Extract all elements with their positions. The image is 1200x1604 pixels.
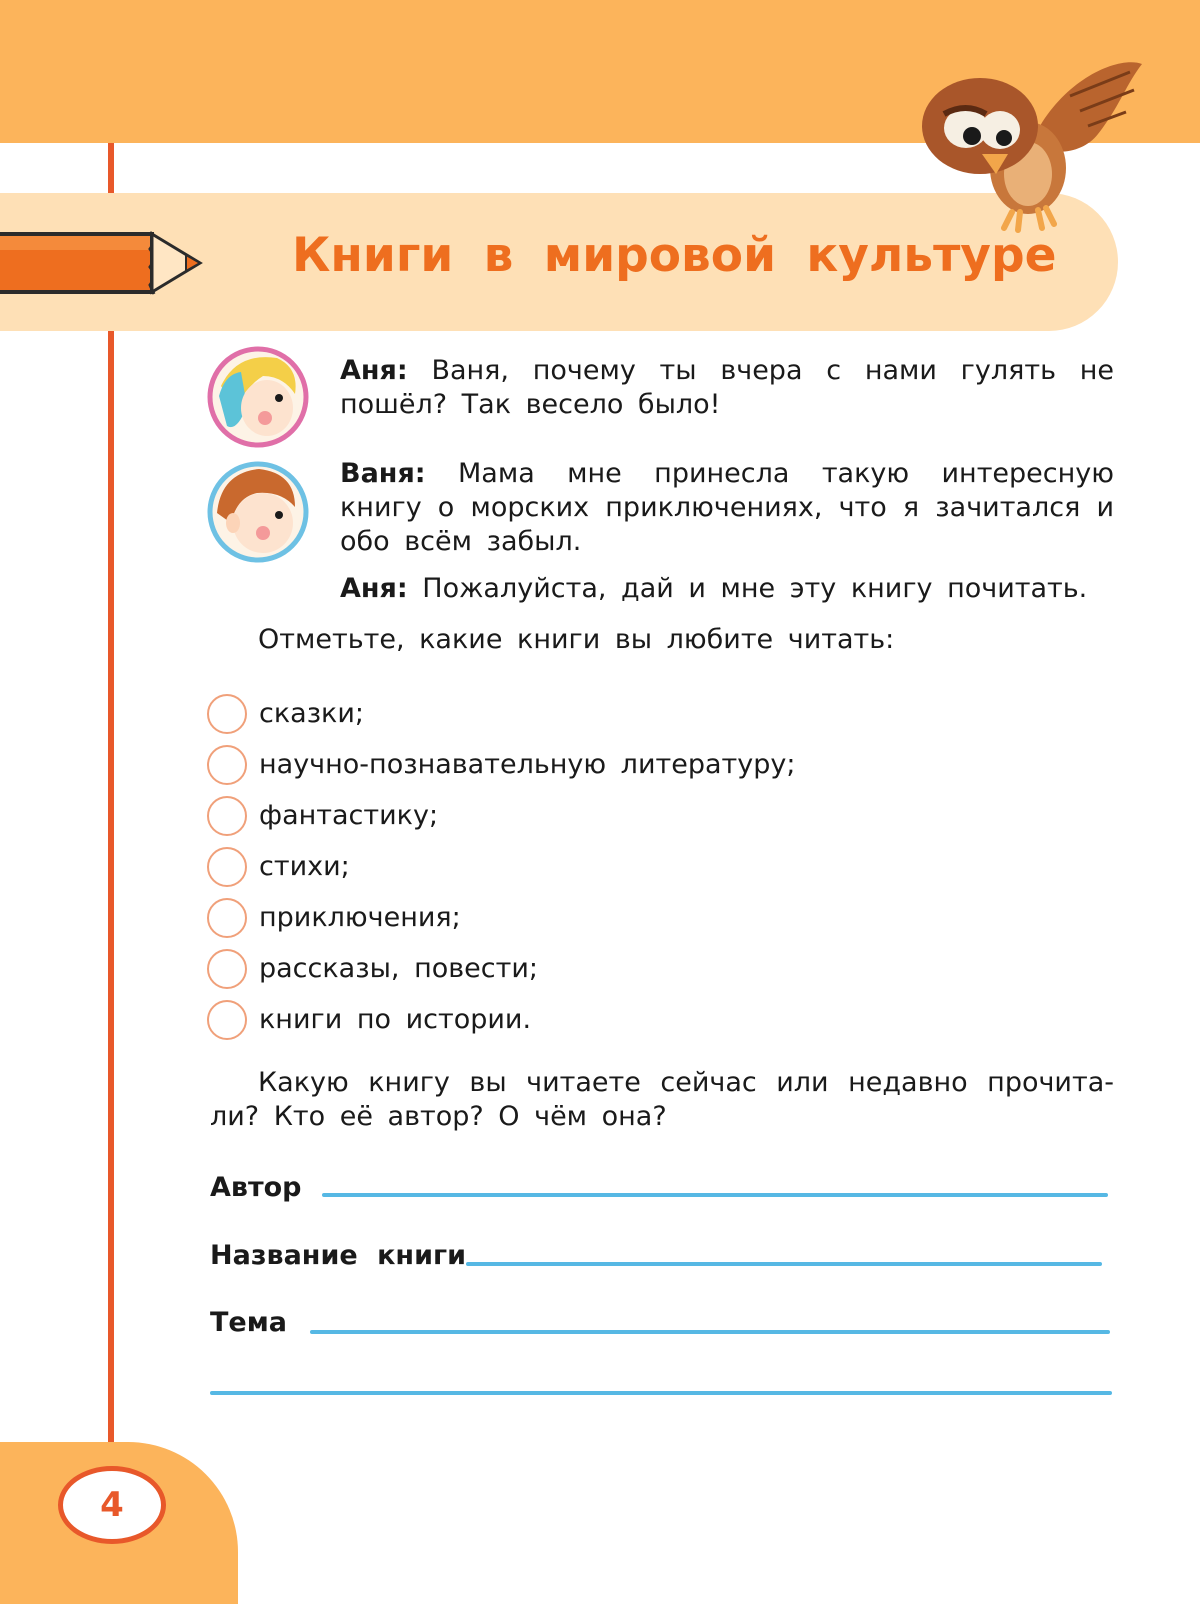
page-number-badge [58,1466,166,1544]
radio-circle[interactable] [207,745,247,785]
vanya-avatar [207,461,309,563]
speaker-label: Аня: [340,573,408,604]
option-label: стихи; [259,851,350,882]
dialog-text: Ваня, почему ты вчера с нами гулять не пошёл? Так весело было! [340,355,1114,420]
dialog-text: Пожалуйста, дай и мне эту книгу почитать. [422,573,1088,604]
dialog-text: Мама мне принесла такую интересную книгу о морских приключениях, что я зачитался и обо всём забыл. [340,458,1114,557]
theme-label: Тема [210,1307,288,1338]
option-adventures[interactable] [207,892,907,943]
book-options-list [207,688,907,1045]
option-fairy-tales[interactable] [207,688,907,739]
option-label: научно-познавательную литературу; [259,749,796,780]
book-title-label: Название книги [210,1240,467,1271]
dialog-line-anya-1 [340,354,1114,422]
margin-line [108,143,114,1473]
radio-circle[interactable] [207,694,247,734]
option-label: приключения; [259,902,461,933]
option-history[interactable] [207,994,907,1045]
pencil-icon [0,228,210,298]
option-poems[interactable] [207,841,907,892]
option-label: сказки; [259,698,365,729]
anya-avatar [207,346,309,448]
theme-answer-line[interactable] [310,1330,1110,1334]
dialog-line-anya-2 [340,572,1114,606]
option-fantasy[interactable] [207,790,907,841]
speaker-label: Аня: [340,355,408,386]
page-number: 4 [100,1485,124,1525]
radio-circle[interactable] [207,1000,247,1040]
radio-circle[interactable] [207,796,247,836]
option-label: фантастику; [259,800,439,831]
speaker-label: Ваня: [340,458,426,489]
option-science[interactable] [207,739,907,790]
dialog-line-vanya [340,457,1114,559]
option-stories[interactable] [207,943,907,994]
prompt-text: Отметьте, какие книги вы любите читать: [258,624,895,655]
owl-icon [920,56,1152,238]
author-answer-line[interactable] [322,1193,1108,1197]
author-label: Автор [210,1172,302,1203]
option-label: книги по истории. [259,1004,532,1035]
page-title: Книги в мировой культуре [292,228,1057,283]
option-label: рассказы, повести; [259,953,538,984]
question-text: Какую книгу вы читаете сейчас или недавно прочита-ли? Кто её автор? О чём она? [210,1067,1114,1132]
radio-circle[interactable] [207,898,247,938]
radio-circle[interactable] [207,847,247,887]
extra-answer-line[interactable] [210,1391,1112,1395]
book-title-answer-line[interactable] [466,1262,1102,1266]
radio-circle[interactable] [207,949,247,989]
